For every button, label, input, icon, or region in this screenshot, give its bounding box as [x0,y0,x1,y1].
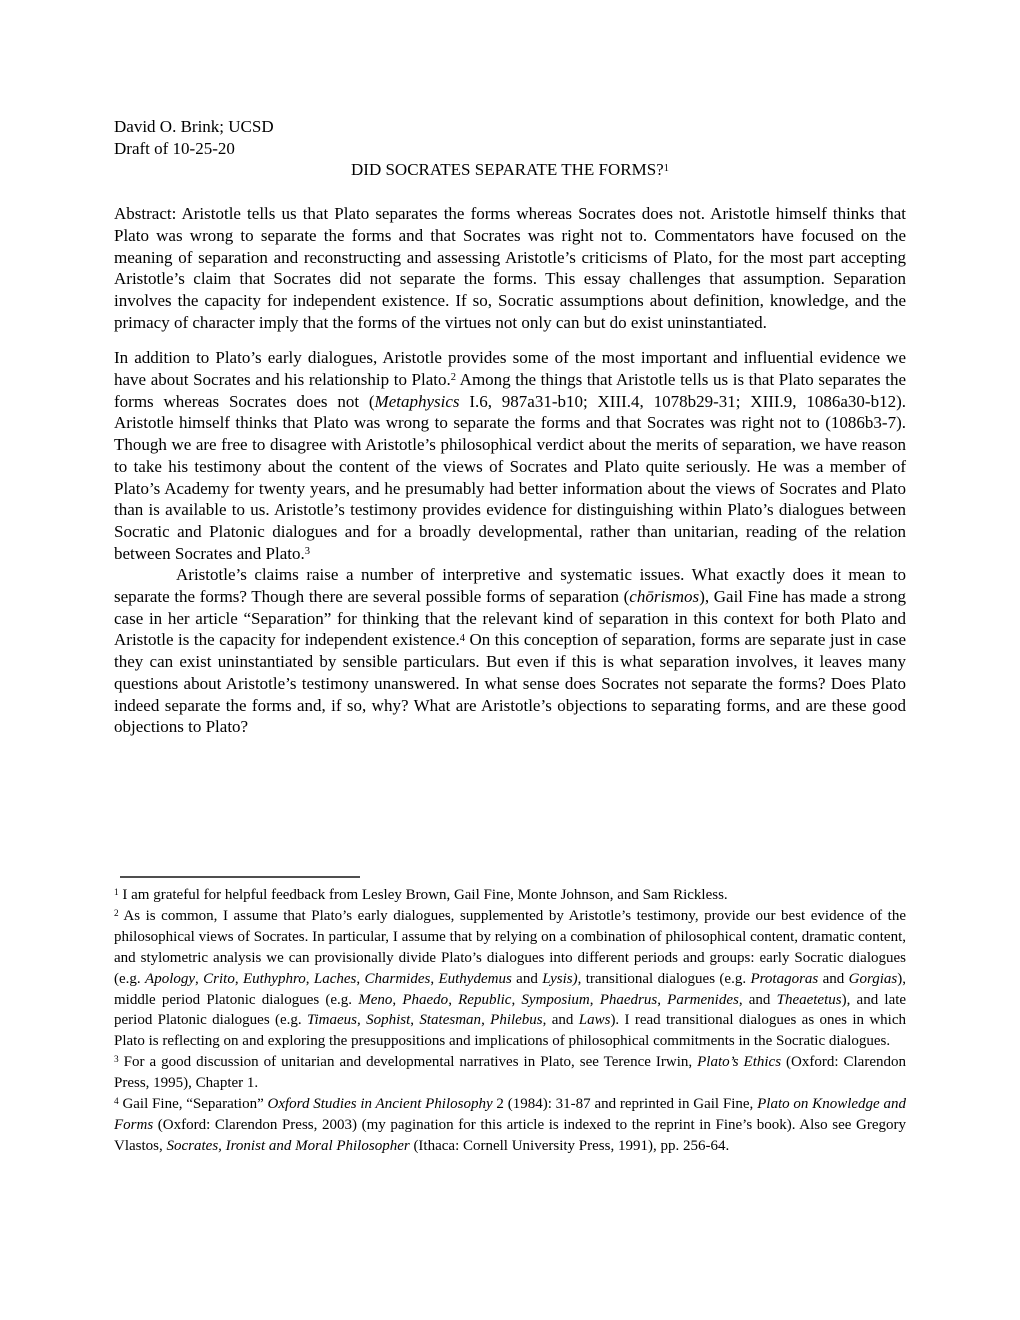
text-run: (Oxford: Clarendon Press, 1995), Chapter 1. [114,1054,906,1092]
text-run: , [589,991,600,1008]
text-run: Aristotle’s claims raise a number of interpretive and systematic issues. What exactly does it mean to separate the forms? Though there are several possible forms of separation ( [114,565,906,607]
italic-text: Philebus [490,1012,543,1029]
italic-text: Timaeus [307,1012,358,1029]
text-run: ), and late period Platonic dialogues (e.g. [114,991,907,1029]
text-run: , [357,1012,367,1029]
text-run: , and [542,1012,579,1029]
text-run: , [356,970,365,987]
footnote-reference: 1 [663,162,669,174]
italic-text: Phaedrus [599,991,658,1008]
text-run: In addition to Plato’s early dialogues, Aristotle provides some of the most important and influential evidence we have about Socrates and his relationship to Plato. [114,348,906,390]
italic-text: Euthydemus [438,970,512,987]
text-run: , [657,991,668,1008]
text-run: ). I read transitional dialogues as ones in which Plato is reflecting on and exploring the presuppositions and implications of philosophical commitments in the Socratic dialogues. [114,1012,907,1050]
italic-text: Crito [203,970,235,987]
text-run: , [511,991,522,1008]
footnote-separator-line [120,876,360,878]
abstract-paragraph [114,203,906,333]
italic-text: chōrismos [629,587,700,607]
footnotes-section [114,866,906,1157]
text-run: DID SOCRATES SEPARATE THE FORMS? [351,160,664,180]
italic-text: Lysis) [542,970,578,987]
text-run: (Oxford: Clarendon Press, 2003) (my pagination for this article is indexed to the reprint in Fine’s book). Also see Gregory Vlastos, [114,1116,906,1154]
text-run: and [511,970,543,987]
italic-text: Republic [458,991,512,1008]
text-run: ), Gail Fine has made a strong case in her article “Separation” for thinking that the relevant kind of separation in this context for both Plato and Aristotle is the capacity for independent existence. [114,587,906,650]
text-run: , [410,1012,420,1029]
footnote-reference: 2 [114,908,119,919]
italic-text: Statesman [419,1012,482,1029]
italic-text: Phaedo [402,991,449,1008]
footnote-reference: 3 [114,1055,119,1066]
footnote-2 [114,906,906,1052]
text-run: For a good discussion of unitarian and developmental narratives in Plato, see Terence Irwin, [118,1054,698,1071]
text-run: , [392,991,403,1008]
text-run: , transitional dialogues (e.g. [577,970,751,987]
italic-text: Protagoras [750,970,819,987]
footnote-reference: 1 [114,887,119,898]
footnote-reference: 4 [114,1096,119,1107]
italic-text: Gorgias [848,970,898,987]
italic-text: Sophist [366,1012,411,1029]
text-run: , [234,970,243,987]
footnote-3 [114,1052,906,1094]
italic-text: Symposium [521,991,590,1008]
body-paragraph-2 [114,564,906,738]
text-run: I am grateful for helpful feedback from Lesley Brown, Gail Fine, Monte Johnson, and Sam Rickless. [118,887,728,903]
text-run: and [818,970,849,987]
italic-text: Laws [578,1012,611,1029]
italic-text: Euthyphro [242,970,306,987]
text-run: On this conception of separation, forms are separate just in case they can exist uninstantiated by sensible particulars. But even if this is what separation involves, it leaves many questions about Aristotle’s testimony unanswered. In what sense does Socrates not separate the forms? Does Plato indeed separate the forms and, if so, why? What are Aristotle’s objections to separating forms, and are these good objections to Plato? [114,630,906,737]
text-run: , [448,991,459,1008]
text-run: , and [738,991,777,1008]
draft-date-line: Draft of 10-25-20 [114,138,235,158]
page-body [114,116,906,738]
text-run: Gail Fine, “Separation” [118,1096,268,1113]
text-run: (Ithaca: Cornell University Press, 1991), pp. 256-64. [409,1137,730,1154]
italic-text: Apology [145,970,196,987]
text-run: Among the things that Aristotle tells us is that Plato separates the forms whereas Socrates does not ( [114,370,906,411]
text-run: , [430,970,439,987]
text-run: 2 (1984): 31-87 and reprinted in Gail Fine, [492,1096,758,1113]
italic-text: Charmides [364,970,431,987]
italic-text: Parmenides [667,991,739,1008]
body-paragraph-1 [114,347,906,564]
footnote-4 [114,1094,906,1157]
author-line: David O. Brink; UCSD [114,117,274,136]
italic-text: Laches [313,970,357,987]
italic-text: Meno [358,991,393,1008]
text-run: , [195,970,204,987]
text-run: , [305,970,314,987]
italic-text: Socrates, Ironist and Moral Philosopher [166,1137,410,1154]
italic-text: Metaphysics [374,391,460,411]
text-run: Abstract: Aristotle tells us that Plato separates the forms whereas Socrates does not. Aristotle himself thinks that Plato was wrong to separate the forms and that Socrates was right not to. Commentators have focused on the meaning of separation and reconstructing and assessing Aristotle’s criticisms of Plato, for the most part accepting Aristotle’s claim that Socrates did not separate the forms. This essay challenges that assumption. Separation involves the capacity for independent existence. If so, Socratic assumptions about definition, knowledge, and the primacy of character imply that the forms of the virtues not only can but do exist uninstantiated. [114,204,906,332]
footnote-1 [114,885,906,906]
italic-text: Plato’s Ethics [697,1054,782,1071]
text-run: As is common, I assume that Plato’s early dialogues, supplemented by Aristotle’s testimony, provide our best evidence of the philosophical views of Socrates. In particular, I assume that by relying on a combination of philosophical content, dramatic content, and stylometric analysis we can provisionally divide Plato’s dialogues into different periods and groups: early Socratic dialogues (e.g. [114,907,906,987]
italic-text: Plato on Knowledge and Forms [114,1096,906,1133]
footnote-reference: 3 [304,545,310,557]
text-run: ), middle period Platonic dialogues (e.g. [114,970,907,1008]
footnote-reference: 4 [459,632,465,644]
text-run: I.6, 987a31-b10; XIII.4, 1078b29-31; XIII.9, 1086a30-b12). Aristotle himself thinks that Plato was wrong to separate the forms and that Socrates was right not to (1086b3-7). Though we are free to disagree with Aristotle’s philosophical verdict about the merits of separation, we have reason to take his testimony about the content of the views of Socrates and Plato quite seriously. He was a member of Plato’s Academy for twenty years, and he presumably had better information about the views of Socrates and Plato than is available to us. Aristotle’s testimony provides evidence for distinguishing within Plato’s dialogues between Socratic and Platonic dialogues and for a broadly developmental, rather than unitarian, reading of the relation between Socrates and Plato. [114,391,906,563]
italic-text: Oxford Studies in Ancient Philosophy [267,1096,493,1113]
text-run: , [481,1012,491,1029]
page-title [114,159,906,181]
footnote-reference: 2 [450,372,457,384]
italic-text: Theaetetus [776,991,842,1008]
